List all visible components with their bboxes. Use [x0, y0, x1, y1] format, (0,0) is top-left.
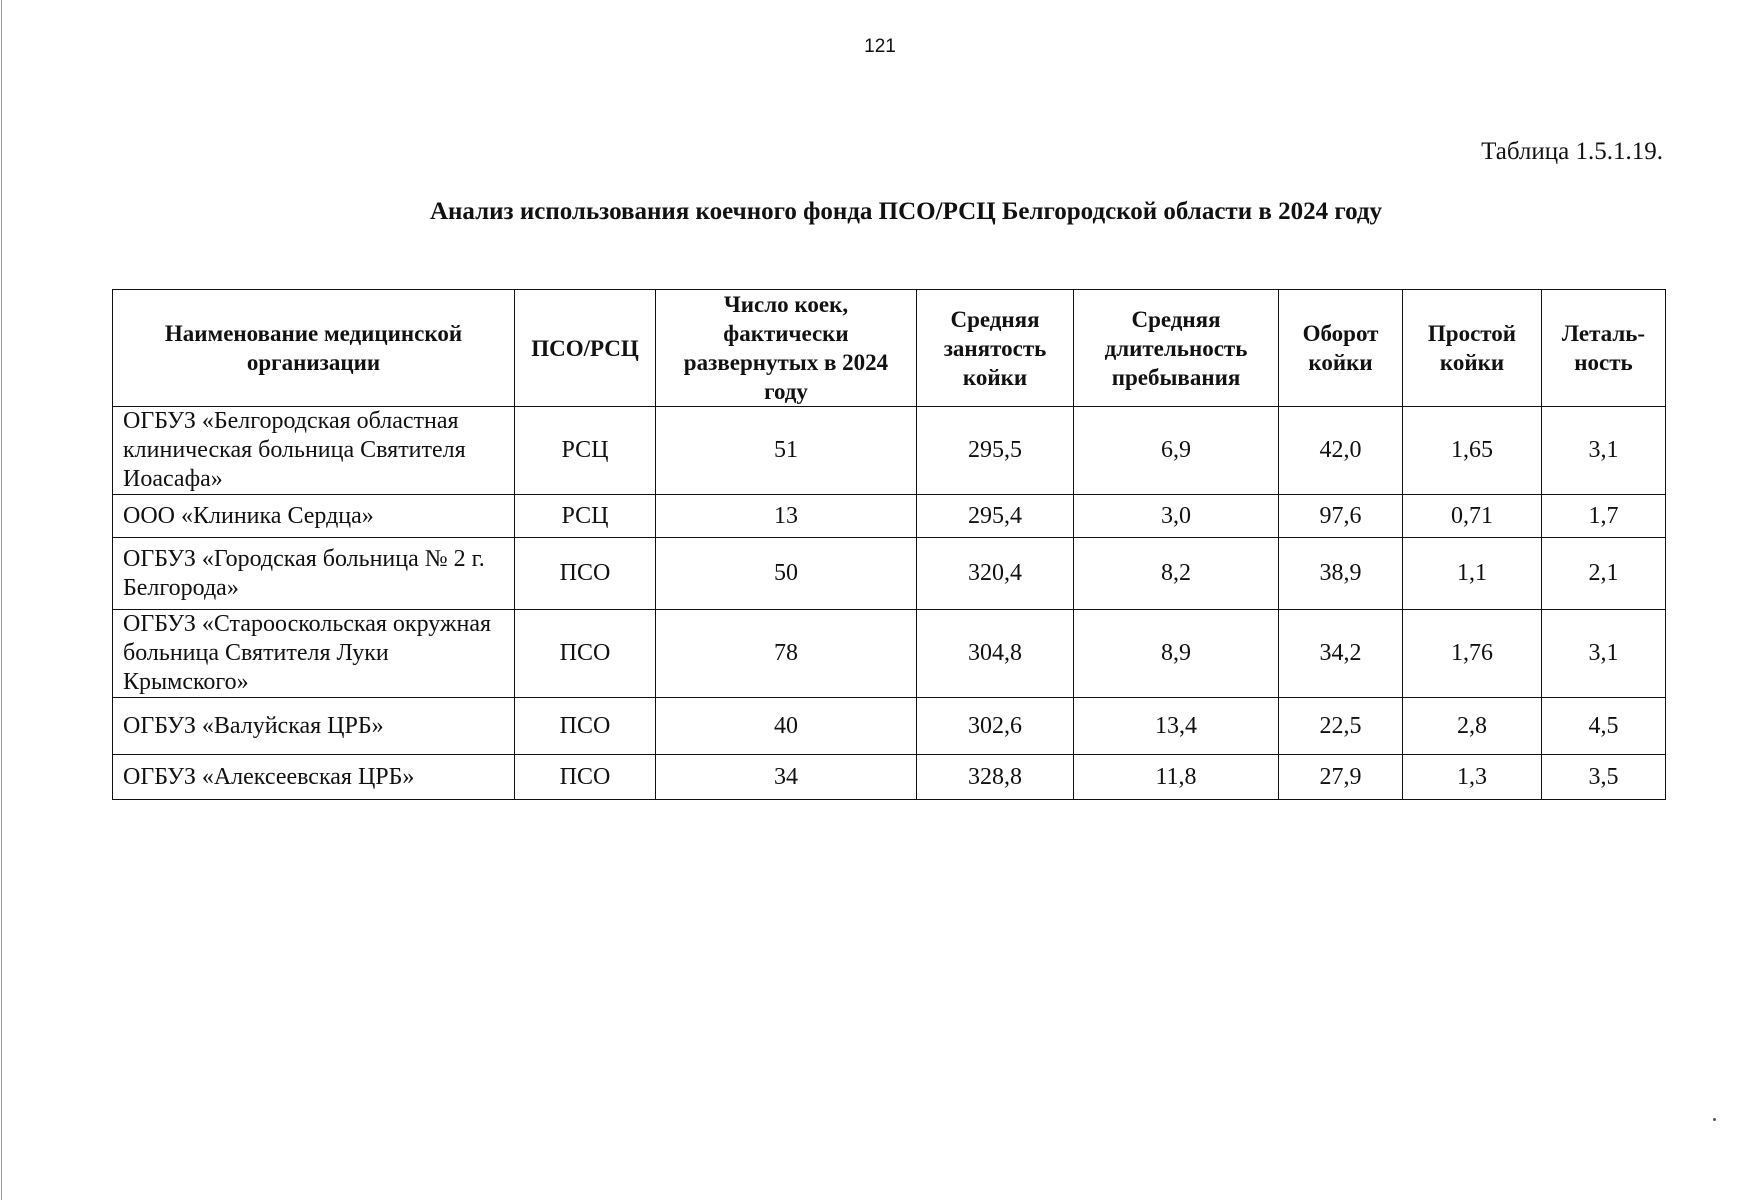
cell-lethality: 3,1 [1542, 407, 1666, 495]
table-row [113, 698, 1666, 755]
header-org: Наименование медицинской организации [113, 290, 515, 407]
cell-stay: 8,2 [1074, 538, 1279, 610]
cell-lethality: 4,5 [1542, 698, 1666, 755]
cell-type: ПСО [515, 698, 656, 755]
cell-stay: 13,4 [1074, 698, 1279, 755]
cell-beds: 50 [656, 538, 917, 610]
cell-lethality: 2,1 [1542, 538, 1666, 610]
table-header-row [113, 290, 1666, 407]
cell-idle: 2,8 [1403, 698, 1542, 755]
table-row [113, 610, 1666, 698]
cell-stay: 11,8 [1074, 755, 1279, 800]
cell-type: ПСО [515, 538, 656, 610]
cell-org: ООО «Клиника Сердца» [113, 495, 515, 538]
cell-turnover: 42,0 [1279, 407, 1403, 495]
cell-beds: 40 [656, 698, 917, 755]
cell-beds: 51 [656, 407, 917, 495]
cell-idle: 1,65 [1403, 407, 1542, 495]
cell-type: ПСО [515, 610, 656, 698]
header-turnover: Оборот койки [1279, 290, 1403, 407]
cell-org: ОГБУЗ «Алексеевская ЦРБ» [113, 755, 515, 800]
cell-turnover: 38,9 [1279, 538, 1403, 610]
cell-occupancy: 304,8 [917, 610, 1074, 698]
cell-beds: 78 [656, 610, 917, 698]
cell-occupancy: 302,6 [917, 698, 1074, 755]
cell-type: РСЦ [515, 495, 656, 538]
cell-occupancy: 320,4 [917, 538, 1074, 610]
cell-org: ОГБУЗ «Белгородская областная клиническая больница Святителя Иоасафа» [113, 407, 515, 495]
header-type: ПСО/РСЦ [515, 290, 656, 407]
header-beds: Число коек, фактически развернутых в 2024 году [656, 290, 917, 407]
cell-stay: 8,9 [1074, 610, 1279, 698]
cell-idle: 1,76 [1403, 610, 1542, 698]
cell-org: ОГБУЗ «Старооскольская окружная больница Святителя Луки Крымского» [113, 610, 515, 698]
page-number: 121 [864, 36, 896, 57]
cell-type: ПСО [515, 755, 656, 800]
cell-idle: 1,3 [1403, 755, 1542, 800]
cell-idle: 1,1 [1403, 538, 1542, 610]
header-lethality: Леталь-ность [1542, 290, 1666, 407]
cell-beds: 34 [656, 755, 917, 800]
cell-lethality: 3,1 [1542, 610, 1666, 698]
cell-lethality: 3,5 [1542, 755, 1666, 800]
table-label: Таблица 1.5.1.19. [1481, 138, 1663, 165]
header-idle: Простой койки [1403, 290, 1542, 407]
table-row [113, 495, 1666, 538]
cell-stay: 3,0 [1074, 495, 1279, 538]
cell-turnover: 22,5 [1279, 698, 1403, 755]
cell-turnover: 27,9 [1279, 755, 1403, 800]
header-occupancy: Средняя занятость койки [917, 290, 1074, 407]
table-row [113, 407, 1666, 495]
table-row [113, 538, 1666, 610]
cell-org: ОГБУЗ «Городская больница № 2 г. Белгорода» [113, 538, 515, 610]
cell-stay: 6,9 [1074, 407, 1279, 495]
cell-occupancy: 295,4 [917, 495, 1074, 538]
document-title: Анализ использования коечного фонда ПСО/РСЦ Белгородской области в 2024 году [429, 198, 1383, 225]
cell-beds: 13 [656, 495, 917, 538]
scan-speck [1713, 1118, 1716, 1121]
scan-edge [1, 0, 2, 1200]
table-row [113, 755, 1666, 800]
cell-org: ОГБУЗ «Валуйская ЦРБ» [113, 698, 515, 755]
cell-occupancy: 295,5 [917, 407, 1074, 495]
cell-lethality: 1,7 [1542, 495, 1666, 538]
cell-idle: 0,71 [1403, 495, 1542, 538]
cell-type: РСЦ [515, 407, 656, 495]
cell-turnover: 34,2 [1279, 610, 1403, 698]
header-stay: Средняя длительность пребывания [1074, 290, 1279, 407]
cell-turnover: 97,6 [1279, 495, 1403, 538]
cell-occupancy: 328,8 [917, 755, 1074, 800]
bed-usage-table [112, 289, 1666, 800]
